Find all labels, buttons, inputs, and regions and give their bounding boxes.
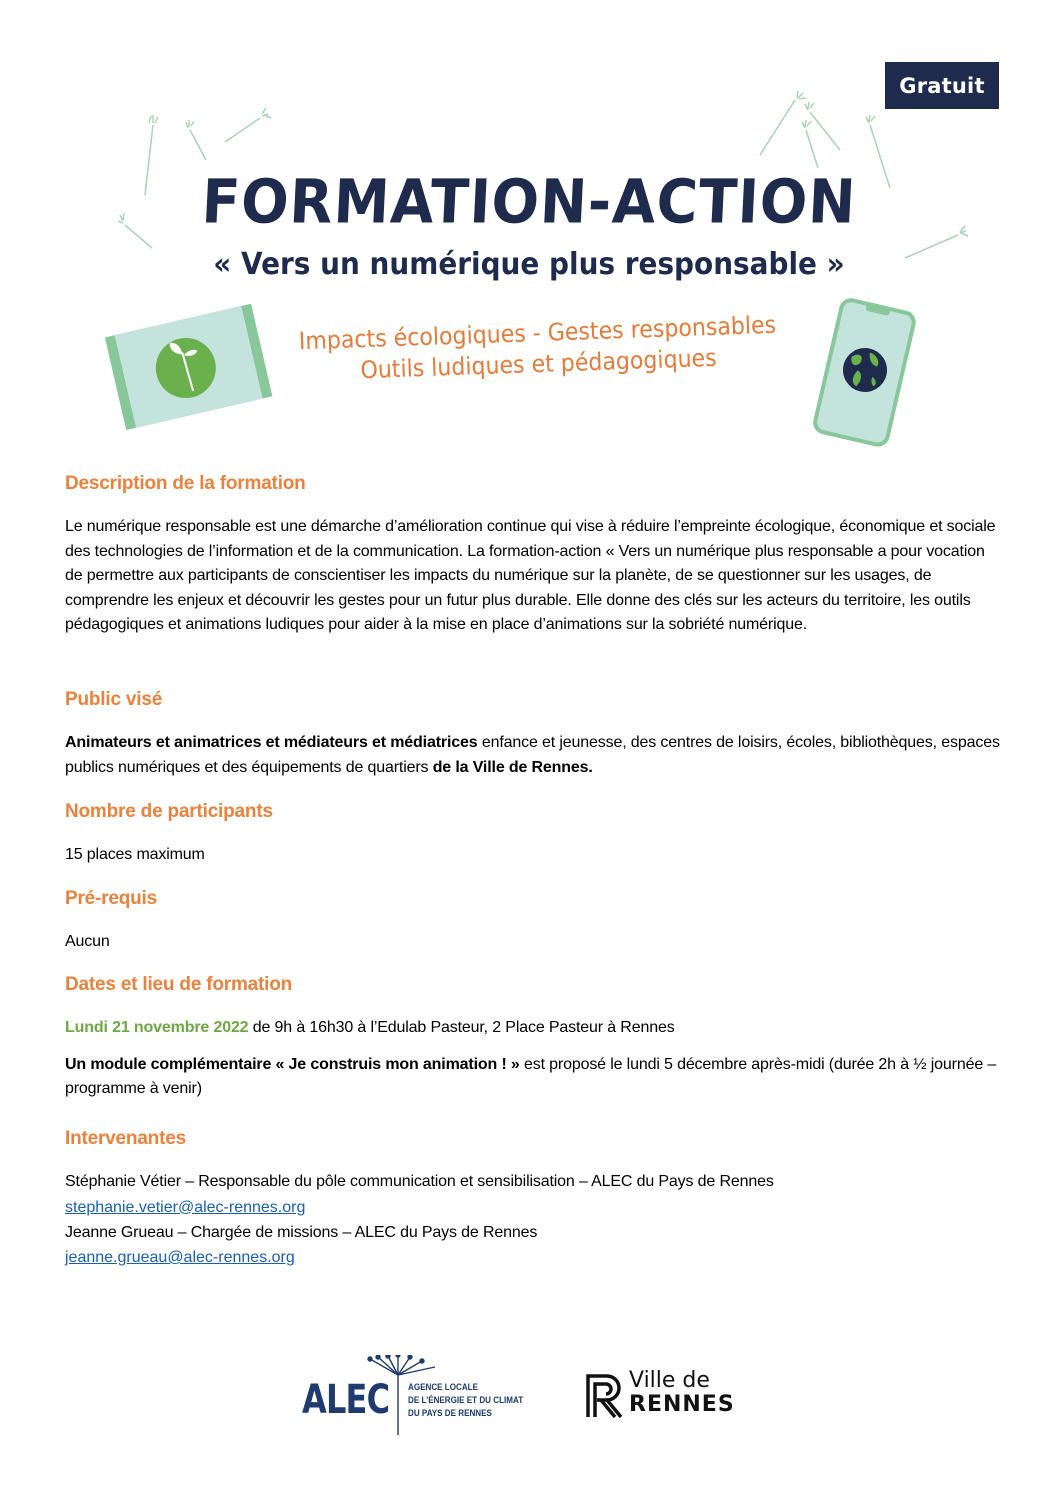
date-details: de 9h à 16h30 à l’Edulab Pasteur, 2 Place Pasteur à Rennes <box>248 1019 675 1036</box>
section-heading: Intervenantes <box>65 1128 186 1149</box>
section-description <box>65 471 1000 638</box>
alec-name-line-1: AGENCE LOCALE <box>408 1382 478 1393</box>
email-link[interactable]: stephanie.vetier@alec-rennes.org <box>65 1198 306 1216</box>
tagline-line-1: Impacts écologiques - Gestes responsables <box>298 310 777 356</box>
public-text-bold: Animateurs et animatrices et médiateurs et médiatrices <box>65 734 478 751</box>
dates-text <box>65 1016 1000 1041</box>
section-prerequis <box>65 886 1000 955</box>
module-text <box>65 1053 1000 1102</box>
date-highlight: Lundi 21 novembre 2022 <box>65 1019 249 1036</box>
module-details: est proposé le lundi 5 décembre après-midi (durée 2h à ½ journée – programme à venir) <box>65 1055 997 1097</box>
page-subtitle: « Vers un numérique plus responsable » <box>213 247 845 282</box>
tagline <box>270 309 805 390</box>
section-heading: Pré-requis <box>65 888 157 909</box>
section-heading: Nombre de participants <box>65 801 273 822</box>
intervenante-line: Jeanne Grueau – Chargée de missions – ALEC du Pays de Rennes <box>65 1223 538 1241</box>
email-link[interactable]: jeanne.grueau@alec-rennes.org <box>65 1249 295 1266</box>
alec-acronym: ALEC <box>302 1377 390 1423</box>
alec-name-line-3: DU PAYS DE RENNES <box>408 1408 492 1419</box>
public-text <box>65 731 1000 780</box>
tablet-icon <box>105 304 273 430</box>
section-heading: Public visé <box>65 689 163 710</box>
description-text: Le numérique responsable est une démarche d’amélioration continue qui vise à réduire l’empreinte écologique, économique et sociale des technologies de l’information et de la communication. La formation-action « Vers un numérique plus responsable a pour vocation de permettre aux participants de conscientiser les impacts du numérique sur la planète, de se questionner sur les usages, de comprendre les enjeux et découvrir les gestes pour un futur plus durable. Elle donne des clés sur les acteurs du territoire, les outils pédagogiques et animations ludiques pour aider à la mise en place d’animations sur la sobriété numérique. <box>65 518 996 633</box>
section-public <box>65 687 1000 780</box>
section-participants <box>65 799 1000 868</box>
section-intervenantes <box>65 1126 1000 1271</box>
partner-logos <box>300 1355 760 1435</box>
rennes-logo-line-2: RENNES <box>629 1392 735 1417</box>
intervenante-line: Stéphanie Vétier – Responsable du pôle communication et sensibilisation – ALEC du Pays de Rennes <box>65 1173 774 1190</box>
tagline-line-2: Outils ludiques et pédagogiques <box>359 343 718 385</box>
earth-globe-icon <box>839 344 892 397</box>
free-badge: Gratuit <box>885 62 999 109</box>
alec-name-line-2: DE L’ÉNERGIE ET DU CLIMAT <box>408 1395 524 1406</box>
section-heading: Description de la formation <box>65 473 306 494</box>
smartphone-icon <box>813 296 916 446</box>
public-text-end: de la Ville de Rennes. <box>432 758 593 776</box>
public-text-middle: enfance et jeunesse, des centres de loisirs, écoles, bibliothèques, espaces publics numériques et des équipements de quartiers <box>65 734 1000 776</box>
section-heading: Dates et lieu de formation <box>65 974 293 995</box>
seedling-icon <box>150 332 222 404</box>
section-dates <box>65 972 1000 1102</box>
page-title: FORMATION-ACTION <box>200 167 858 238</box>
module-title: Un module complémentaire « Je construis mon animation ! » <box>65 1055 520 1073</box>
rennes-r-icon <box>585 1373 625 1419</box>
ville-de-rennes-logo <box>585 1369 745 1429</box>
alec-logo <box>300 1355 530 1435</box>
prerequis-text: Aucun <box>65 933 110 950</box>
participants-text: 15 places maximum <box>65 846 205 863</box>
rennes-logo-line-1: Ville de <box>629 1368 710 1393</box>
